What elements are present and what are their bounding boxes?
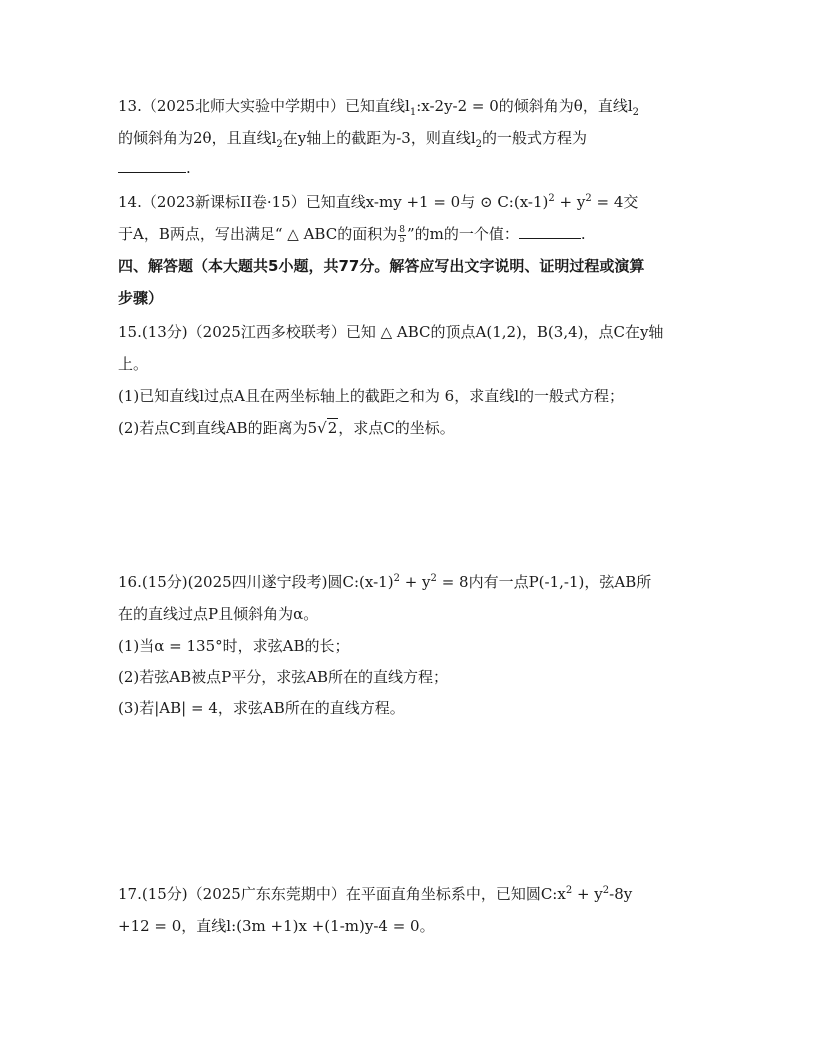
- q17-superscript: 2: [602, 885, 610, 896]
- q16-line1: [118, 572, 718, 592]
- sqrt-symbol: √2: [317, 419, 338, 437]
- q15-part2: [118, 418, 718, 438]
- q17-text: -8y: [609, 885, 633, 903]
- fraction-denominator: 5: [399, 234, 405, 245]
- q13-line1: [118, 96, 718, 116]
- q16-text: = 8内有一点P(-1,-1)，弦AB所: [436, 573, 652, 591]
- q14-superscript: 2: [548, 193, 555, 204]
- q13-subscript: 2: [276, 139, 283, 150]
- q16-line2: 在的直线过点P且倾斜角为α。: [118, 605, 319, 623]
- q16-part3: (3)若|AB| = 4，求弦AB所在的直线方程。: [118, 699, 405, 717]
- q15-line2: 上。: [118, 355, 149, 373]
- q17-text: + y: [572, 885, 603, 903]
- q15-part1: (1)已知直线l过点A且在两坐标轴上的截距之和为 6，求直线l的一般式方程；: [118, 387, 624, 405]
- q14-text: = 4交: [591, 193, 639, 211]
- q16-part1: (1)当α = 135°时，求弦AB的长；: [118, 637, 350, 655]
- q16-superscript: 2: [430, 573, 437, 584]
- q13-text: 13.（2025北师大实验中学期中）已知直线l: [118, 97, 410, 115]
- q14-text: ”的m的一个值：: [406, 225, 519, 243]
- q13-line3: [118, 158, 718, 178]
- q15-text: (2)若点C到直线AB的距离为5: [118, 419, 318, 437]
- q13-line2: [118, 128, 718, 148]
- fraction-numerator: 8: [399, 224, 405, 235]
- q17-line1: [118, 884, 718, 904]
- q14-fraction: [398, 226, 406, 245]
- q16-text: 16.(15分)(2025四川遂宁段考)圆C:(x-1): [118, 573, 394, 591]
- q15-line1: 15.(13分)（2025江西多校联考）已知 △ ABC的顶点A(1,2)，B(3,4)，点C在y轴: [118, 323, 664, 341]
- q14-text: 于A，B两点，写出满足“ △ ABC的面积为: [118, 225, 398, 243]
- q16-text: + y: [399, 573, 431, 591]
- q17-line2: +12 = 0，直线l:(3m +1)x +(1-m)y-4 = 0。: [118, 917, 435, 935]
- q13-text: 在y轴上的截距为-3，则直线l: [282, 129, 476, 147]
- q13-text: 的一般式方程为: [482, 129, 588, 147]
- q14-text: 14.（2023新课标II卷·15）已知直线x-my +1 = 0与 ⊙ C:(x-1): [118, 193, 549, 211]
- q13-text: :x-2y-2 = 0的倾斜角为θ，直线l: [416, 97, 633, 115]
- q14-line2: [118, 224, 718, 245]
- q15-text: ，求点C的坐标。: [338, 419, 455, 437]
- q16-part2: (2)若弦AB被点P平分，求弦AB所在的直线方程；: [118, 668, 449, 686]
- q13-subscript: 2: [475, 139, 483, 150]
- q13-subscript: 1: [409, 107, 417, 118]
- q13-text: 的倾斜角为2θ，且直线l: [118, 129, 277, 147]
- q13-answer-blank[interactable]: [118, 158, 186, 173]
- section-heading: 四、解答题（本大题共5小题，共77分。解答应写出文字说明、证明过程或演算: [118, 257, 645, 275]
- q14-superscript: 2: [585, 193, 592, 204]
- q14-answer-blank[interactable]: [519, 224, 581, 239]
- q13-text: .: [186, 159, 191, 177]
- q14-line1: [118, 192, 718, 212]
- q17-superscript: 2: [565, 885, 573, 896]
- q17-text: 17.(15分)（2025广东东莞期中）在平面直角坐标系中，已知圆C:x: [118, 885, 566, 903]
- q13-subscript: 2: [632, 107, 640, 118]
- q14-text: .: [580, 225, 586, 243]
- q16-superscript: 2: [393, 573, 400, 584]
- q14-text: + y: [554, 193, 586, 211]
- section-heading-cont: 步骤）: [118, 289, 164, 307]
- sqrt-radicand: 2: [327, 419, 338, 437]
